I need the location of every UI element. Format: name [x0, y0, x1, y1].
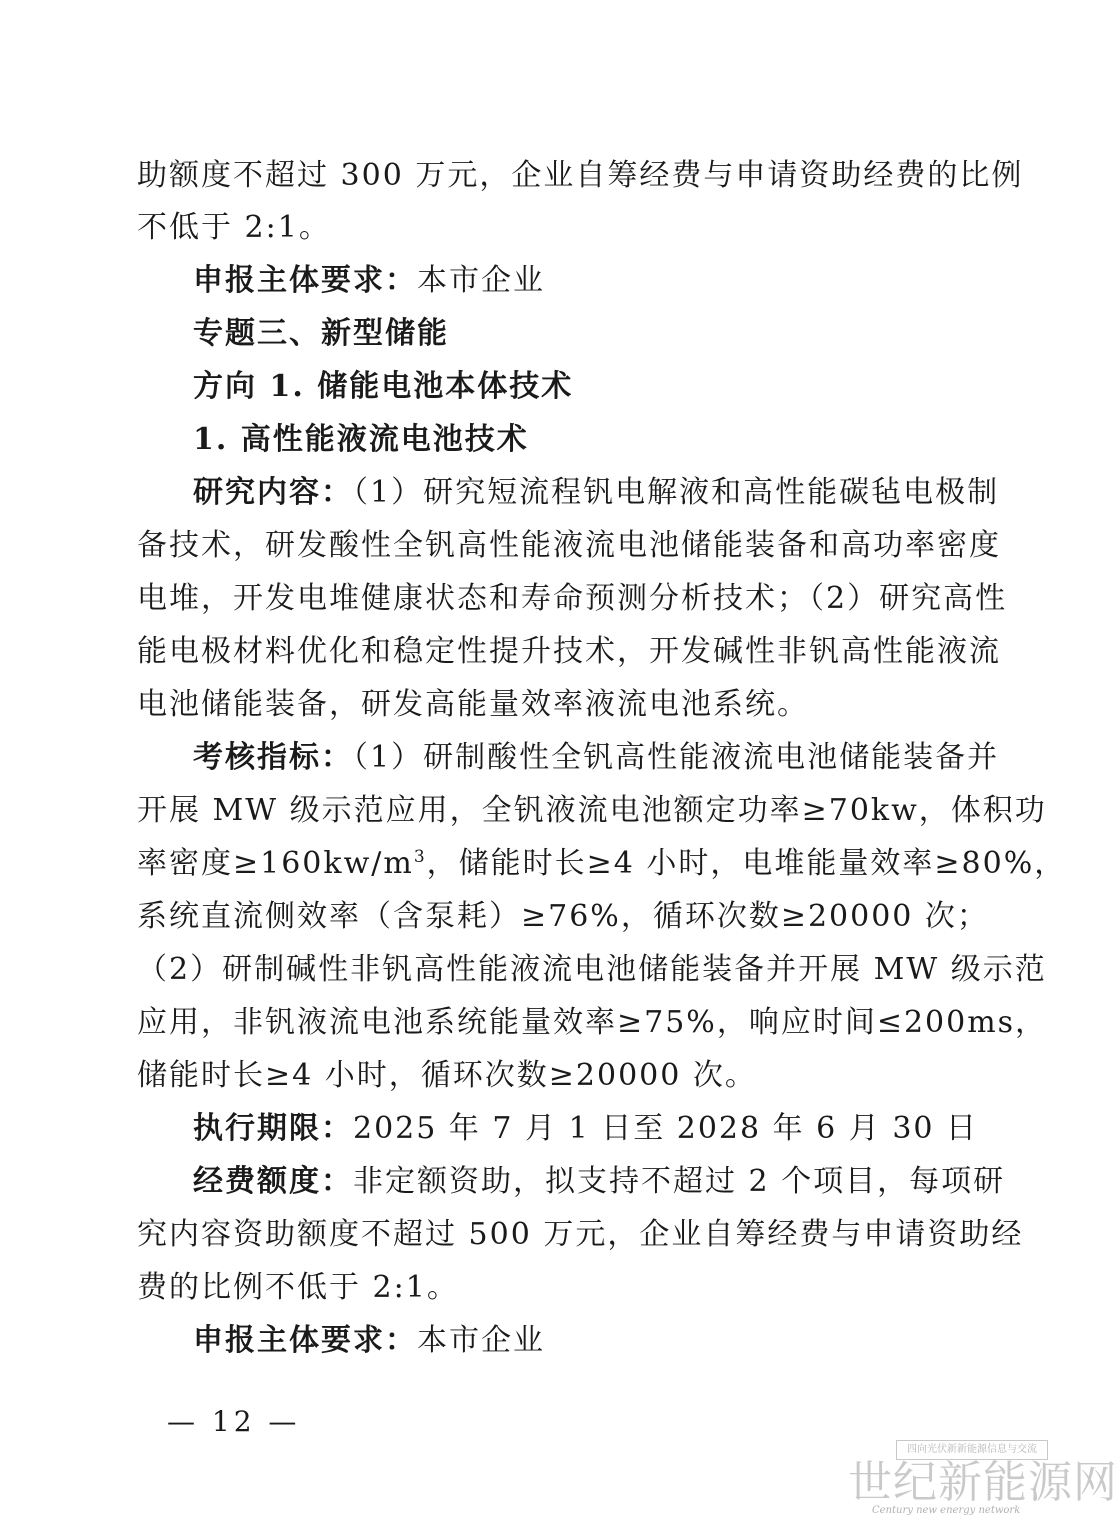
funding-line: [193, 1162, 1006, 1202]
section-heading-item: 1. 高性能液流电池技术: [193, 422, 529, 457]
paragraph-line: [137, 208, 947, 248]
text: 不低于 2:1。: [137, 210, 331, 245]
watermark-logo: [848, 1440, 1118, 1520]
superscript: 3: [413, 847, 427, 867]
execution-period: [193, 1109, 979, 1149]
watermark-sub-text: Century new energy network: [872, 1505, 1021, 1516]
label: 执行期限：: [193, 1111, 353, 1146]
text: ，储能时长≥4 小时，电堆能量效率≥80%，: [426, 846, 1067, 881]
assessment-line: 开展 MW 级示范应用，全钒液流电池额定功率≥70kw，体积功: [137, 793, 1047, 828]
assessment-line: 系统直流侧效率（含泵耗）≥76%，循环次数≥20000 次；: [137, 899, 989, 934]
label: 考核指标：: [193, 740, 353, 775]
text: （1）研制酸性全钒高性能液流电池储能装备并: [353, 740, 1000, 775]
section-heading-direction: 方向 1. 储能电池本体技术: [193, 369, 574, 404]
applicant-requirement: [193, 261, 947, 301]
label: 研究内容：: [193, 475, 353, 510]
section-heading-topic: 专题三、新型储能: [193, 316, 449, 351]
assessment-line: 应用，非钒液流电池系统能量效率≥75%，响应时间≤200ms，: [137, 1005, 1048, 1040]
funding-line: 费的比例不低于 2:1。: [137, 1270, 459, 1305]
assessment-line: 储能时长≥4 小时，循环次数≥20000 次。: [137, 1058, 757, 1093]
watermark-main-text: 世纪新能源网: [848, 1457, 1118, 1508]
text: 助额度不超过 300 万元，企业自筹经费与申请资助经费的比例: [137, 158, 1024, 193]
value: 本市企业: [417, 1323, 545, 1358]
research-content-line: 电池储能装备，研发高能量效率液流电池系统。: [137, 687, 809, 722]
research-content-line: 电堆，开发电堆健康状态和寿命预测分析技术；（2）研究高性: [137, 581, 1008, 616]
assessment-line: [193, 738, 1000, 778]
text: 率密度≥160kw/m: [137, 846, 414, 881]
assessment-line: （2）研制碱性非钒高性能液流电池储能装备并开展 MW 级示范: [137, 952, 1047, 987]
applicant-requirement: [193, 1321, 947, 1361]
watermark-top-text: 四向光伏新新能源信息与交流: [896, 1440, 1048, 1460]
assessment-line: [137, 844, 1067, 884]
label: 经费额度：: [193, 1164, 353, 1199]
text: （1）研究短流程钒电解液和高性能碳毡电极制: [353, 475, 1000, 510]
value: 2025 年 7 月 1 日至 2028 年 6 月 30 日: [353, 1111, 979, 1146]
page-number: — 12 —: [167, 1405, 301, 1438]
text: 非定额资助，拟支持不超过 2 个项目，每项研: [353, 1164, 1006, 1199]
value: 本市企业: [417, 263, 545, 298]
research-content-line: [193, 473, 1000, 513]
funding-line: 究内容资助额度不超过 500 万元，企业自筹经费与申请资助经: [137, 1217, 1024, 1252]
label: 申报主体要求：: [193, 263, 417, 298]
paragraph-line: [137, 156, 1024, 196]
research-content-line: 能电极材料优化和稳定性提升技术，开发碱性非钒高性能液流: [137, 634, 1001, 669]
research-content-line: 备技术，研发酸性全钒高性能液流电池储能装备和高功率密度: [137, 528, 1001, 563]
label: 申报主体要求：: [193, 1323, 417, 1358]
